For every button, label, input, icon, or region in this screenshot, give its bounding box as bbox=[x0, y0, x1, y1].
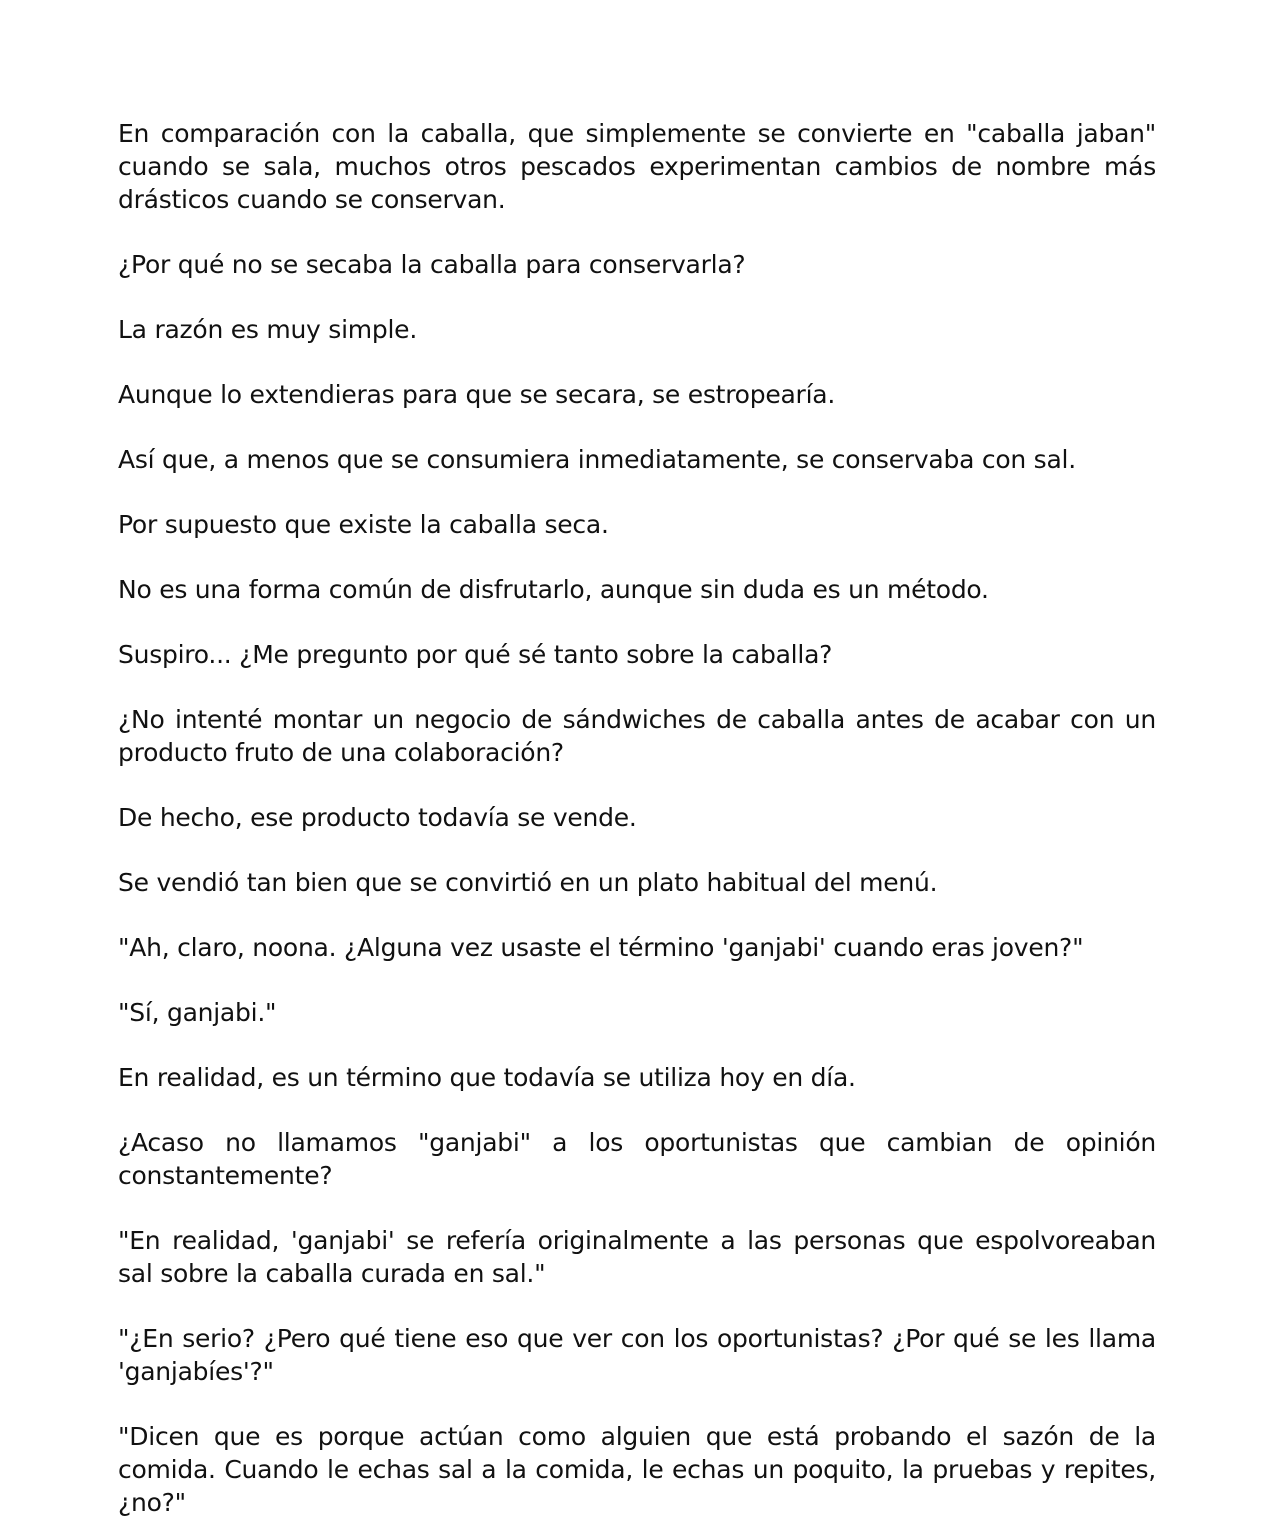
paragraph: En realidad, es un término que todavía se utiliza hoy en día. bbox=[118, 1063, 856, 1092]
paragraph: "Ah, claro, noona. ¿Alguna vez usaste el término 'ganjabi' cuando eras joven?" bbox=[118, 933, 1084, 962]
paragraph: "¿En serio? ¿Pero qué tiene eso que ver con los oportunistas? ¿Por qué se les llama 'ganjabíes'?" bbox=[118, 1324, 1156, 1386]
paragraph: La razón es muy simple. bbox=[118, 315, 418, 344]
paragraph: "En realidad, 'ganjabi' se refería originalmente a las personas que espolvoreaban sal sobre la caballa curada en sal." bbox=[118, 1226, 1156, 1288]
paragraph: Aunque lo extendieras para que se secara, se estropearía. bbox=[118, 380, 836, 409]
paragraph: Suspiro... ¿Me pregunto por qué sé tanto sobre la caballa? bbox=[118, 640, 833, 669]
paragraph: No es una forma común de disfrutarlo, aunque sin duda es un método. bbox=[118, 575, 989, 604]
document-page bbox=[118, 117, 1156, 1519]
paragraph: Por supuesto que existe la caballa seca. bbox=[118, 510, 609, 539]
paragraph: En comparación con la caballa, que simplemente se convierte en "caballa jaban" cuando se sala, muchos otros pescados experimentan cambios de nombre más drásticos cuando se conservan. bbox=[118, 119, 1156, 214]
paragraph: De hecho, ese producto todavía se vende. bbox=[118, 803, 637, 832]
paragraph: ¿Por qué no se secaba la caballa para conservarla? bbox=[118, 250, 746, 279]
paragraph: "Dicen que es porque actúan como alguien que está probando el sazón de la comida. Cuando le echas sal a la comida, le echas un poquito, la pruebas y repites, ¿no?" bbox=[118, 1422, 1156, 1517]
paragraph: ¿Acaso no llamamos "ganjabi" a los oportunistas que cambian de opinión constantemente? bbox=[118, 1128, 1156, 1190]
paragraph: ¿No intenté montar un negocio de sándwiches de caballa antes de acabar con un producto fruto de una colaboración? bbox=[118, 705, 1156, 767]
paragraph: Se vendió tan bien que se convirtió en un plato habitual del menú. bbox=[118, 868, 938, 897]
paragraph: Así que, a menos que se consumiera inmediatamente, se conservaba con sal. bbox=[118, 445, 1076, 474]
paragraph: "Sí, ganjabi." bbox=[118, 998, 277, 1027]
